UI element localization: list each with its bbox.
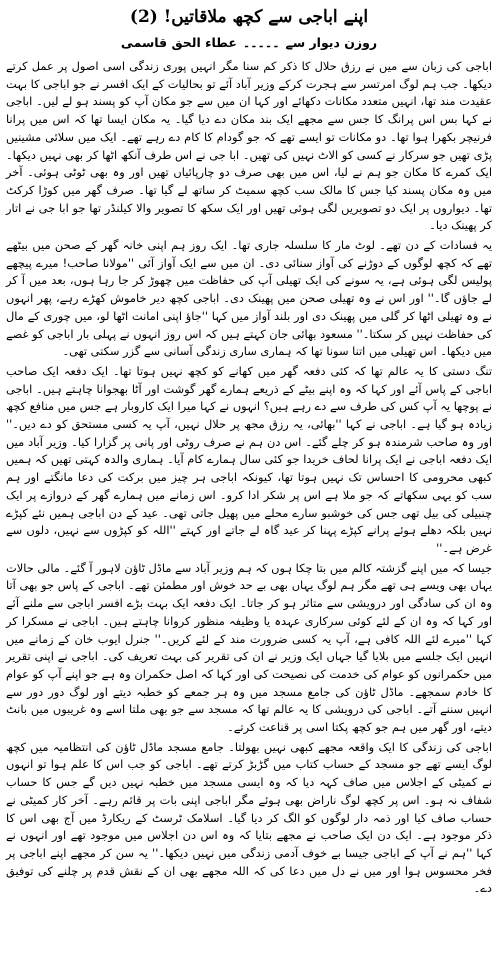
paragraph: یہ فسادات کے دن تھے۔ لوٹ مار کا سلسلہ جاری تھا۔ ایک روز ہم اپنی خانہ گھر کے صحن میں بیٹھے تھے کہ کچھ لوگوں کے دوڑنے کی آواز سنائی دی۔ ان میں سے ایک آواز آئی ''مولانا صاحب! میرے پیچھے پولیس لگی ہوئی ہے، یہ سونے کی ایک تھیلی آپ کی حفاظت میں چھوڑ کر جا رہا ہوں، بعد میں آ کر لے جاؤں گا۔'' اور اس نے وہ تھیلی صحن میں پھینک دی۔ اباجی کچھ دیر خاموش کھڑے رہے، پھر انہوں نے وہ تھیلی اٹھا کر گلی میں پھینک دی اور بلند آواز میں کہا ''جاؤ اپنی امانت اٹھا لو، میں چوری کے مال کی حفاظت نہیں کر سکتا۔'' مسعود بھائی جان کہتے ہیں کہ اس روز انہوں نے پہلی بار اباجی کو غصے میں دیکھا۔ اس تھیلی میں اتنا سونا تھا کہ ہماری ساری زندگی آسانی سے گزر سکتی تھی۔ — [6, 238, 492, 359]
paragraph: اباجی کی زندگی کا ایک واقعہ مجھے کبھی نہیں بھولتا۔ جامع مسجد ماڈل ٹاؤن کی انتظامیہ میں کچھ لوگ ایسے تھے جو مسجد کے حساب کتاب میں گڑبڑ کرتے تھے۔ اباجی کو جب اس کا علم ہوا تو انہوں نے کمیٹی کے اجلاس میں صاف کہہ دیا کہ وہ ایسی مسجد میں خطبہ نہیں دیں گے جس کا حساب شفاف نہ ہو۔ اس پر کچھ لوگ ناراض بھی ہوئے مگر اباجی اپنی بات پر قائم رہے۔ آخر کار کمیٹی نے حساب صاف کیا اور ذمہ دار لوگوں کو الگ کر دیا گیا۔ اسلامک ٹرسٹ کے ریکارڈ میں آج بھی اس کا ذکر موجود ہے۔ ایک دن ایک صاحب نے مجھے بتایا کہ وہ اس دن اجلاس میں موجود تھے اور انہوں نے کہا ''ہم نے آپ کے اباجی جیسا بے خوف آدمی زندگی میں نہیں دیکھا۔'' یہ سن کر مجھے اپنے اباجی پر فخر محسوس ہوا اور میں نے دل میں دعا کی کہ اللہ مجھے بھی ان کے نقش قدم پر چلنے کی توفیق دے۔ — [6, 739, 492, 896]
paragraph: تنگ دستی کا یہ عالم تھا کہ کئی دفعہ گھر میں کھانے کو کچھ نہیں ہوتا تھا۔ ایک دفعہ ایک صاحب اباجی کے پاس آئے اور کہا کہ وہ اپنے بیٹے کے ذریعے ہمارے گھر گوشت اور آٹا بھجوانا چاہتے ہیں۔ اباجی نے پوچھا یہ آپ کس کی طرف سے دے رہے ہیں؟ انہوں نے کہا میرا ایک کاروبار ہے جس میں منافع کچھ زیادہ ہو گیا ہے۔ اباجی نے کہا ''بھائی، یہ رزق مجھ پر حلال نہیں، آپ یہ کسی مستحق کو دے دیں۔'' اور وہ صاحب شرمندہ ہو کر چلے گئے۔ اس دن ہم نے صرف روٹی اور پانی پر گزارا کیا۔ وزیر آباد میں ایک دفعہ اباجی نے ایک پرانا لحاف خریدا جو کئی سال ہمارے کام آیا۔ ہماری والدہ کہتی تھیں کہ ہمیں کبھی محرومی کا احساس تک نہیں ہوتا تھا، کیونکہ اباجی ہر چیز میں برکت کی دعا مانگتے اور ہم سب کو یہی سکھاتے کہ جو ملا ہے اس پر شکر ادا کرو۔ اس زمانے میں ہمارے گھر کے دروازے پر ایک چنبیلی کی بیل تھی جس کی خوشبو سارے محلے میں پھیل جاتی تھی۔ عید کے دن اباجی ہمیں نئے کپڑے نہیں بلکہ دھلے ہوئے پرانے کپڑے پہنا کر عید گاہ لے جاتے اور کہتے ''اللہ کو کپڑوں سے نہیں، دلوں سے غرض ہے۔'' — [6, 363, 492, 555]
byline — [6, 35, 492, 50]
article-body — [6, 58, 492, 898]
author-name: عطاء الحق قاسمی — [120, 35, 237, 50]
article-title: اپنے اباجی سے کچھ ملاقاتیں! (2) — [129, 7, 369, 27]
title-row — [6, 6, 492, 27]
byline-separator: ۔۔۔۔۔ — [242, 35, 280, 50]
paragraph: اباجی کی زبان سے میں نے رزق حلال کا ذکر کم سنا مگر انہیں پوری زندگی اسی اصول پر عمل کرتے دیکھا۔ جب ہم لوگ امرتسر سے ہجرت کرکے وزیر آباد آئے تو بحالیات کے ایک افسر نے جو اباجی کا بہت عقیدت مند تھا، انہیں متعدد مکانات دکھائے اور کہا ان میں سے جو مکان آپ کو پسند ہو لے لیں۔ اباجی نے کہا بس اس پرانگ کا جس سے مجھے ایک بند مکان دے دیا گیا۔ یہ مکان ایسا تھا کہ اس میں پرانا فرنیچر بکھرا ہوا تھا۔ دو مکانات تو ایسے تھے کہ جو گودام کا کام دے رہے تھے۔ ایک میں سلائی مشینیں پڑی تھیں جو سرکار نے کسی کو الاٹ نہیں کی تھیں۔ ابا جی نے اس طرف آنکھ اٹھا کر بھی نہیں دیکھا۔ ایک کمرے کا مکان جو ہم نے لیا، اس میں بھی صرف دو چارپائیاں تھیں اور وہ بھی ٹوٹی ہوئی۔ آخر میں وہ مکان پسند کیا جس کا مالک سب کچھ سمیٹ کر ساتھ لے گیا تھا۔ صرف گھر میں کوڑا کرکٹ تھا۔ دیواروں پر ایک دو تصویریں لگی ہوئی تھیں اور ایک سکھ کا تصویر والا کیلنڈر تھا جو ابا جی نے اتار کر پھینک دیا۔ — [6, 59, 492, 233]
paragraph: جیسا کہ میں اپنے گزشتہ کالم میں بتا چکا ہوں کہ ہم وزیر آباد سے ماڈل ٹاؤن لاہور آ گئے۔ مالی حالات یہاں بھی ویسے ہی تھے مگر ہم لوگ یہاں بھی بے حد خوش اور مطمئن تھے۔ اباجی کے پاس جو بھی آتا وہ ان کی سادگی اور درویشی سے متاثر ہو کر جاتا۔ ایک دفعہ ایک بہت بڑے افسر اباجی سے ملنے آئے اور کہا کہ وہ ان کے لئے کوئی سرکاری عہدہ یا وظیفہ منظور کروانا چاہتے ہیں۔ اباجی نے مسکرا کر کہا ''میرے لئے اللہ کافی ہے، آپ یہ کسی ضرورت مند کے لئے کریں۔'' جنرل ایوب خان کے زمانے میں انہیں ایک جلسے میں بلایا گیا جہاں ایک وزیر نے ان کی تقریر کی بہت تعریف کی۔ اباجی نے اپنی تقریر میں حکمرانوں کو عوام کی خدمت کی نصیحت کی اور کہا کہ اصل حکمران وہ ہے جو اپنے آپ کو عوام کا خادم سمجھے۔ ماڈل ٹاؤن کی جامع مسجد میں وہ ہر جمعے کو خطبہ دیتے اور لوگ دور دور سے انہیں سننے آتے۔ اباجی کی درویشی کا یہ عالم تھا کہ مسجد سے جو بھی ملتا اسے وہ غریبوں میں بانٹ دیتے، اور گھر میں ہم جو کچھ پکتا اسی پر قناعت کرتے۔ — [6, 560, 492, 735]
column-name: روزن دیوار سے — [285, 35, 378, 50]
